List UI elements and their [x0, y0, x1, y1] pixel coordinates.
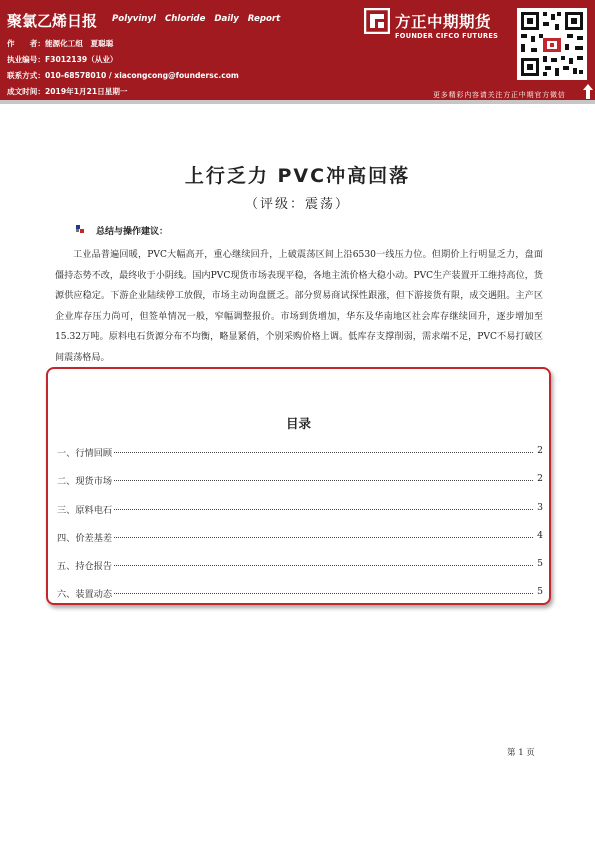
- author-row: [7, 38, 113, 49]
- toc-leader-dots: [57, 480, 533, 481]
- toc-item[interactable]: [57, 445, 543, 457]
- toc-item-page: 2: [537, 473, 543, 484]
- date-row: [7, 86, 128, 97]
- report-title-cn: 聚氯乙烯日报: [7, 12, 98, 30]
- toc-item[interactable]: [57, 586, 543, 598]
- toc-item-label: 六、装置动态: [57, 586, 114, 600]
- bullet-icon: [74, 223, 85, 234]
- toc-leader-dots: [57, 593, 533, 594]
- date-label: 成文时间：: [7, 87, 45, 96]
- toc-leader-dots: [57, 452, 533, 453]
- report-header: [0, 0, 595, 102]
- toc-item-page: 5: [537, 558, 543, 569]
- date-value: 2019年1月21日星期一: [44, 87, 128, 96]
- arrow-up-icon: [583, 84, 593, 99]
- page-number: 第 1 页: [507, 748, 535, 758]
- qr-caption: 更多精彩内容请关注方正中期官方微信: [433, 91, 566, 99]
- summary-heading: 总结与操作建议：: [96, 227, 169, 237]
- toc-item[interactable]: [57, 530, 543, 542]
- toc-item-page: 3: [537, 502, 543, 513]
- toc-item[interactable]: [57, 473, 543, 485]
- page-title: 上行乏力 PVC冲高回落: [184, 165, 411, 187]
- author-value: 能源化工组 夏聪聪: [44, 39, 114, 48]
- toc-item-label: 四、价差基差: [57, 530, 114, 544]
- toc-item-page: 5: [537, 586, 543, 597]
- summary-body: 工业品普遍回暖，PVC大幅高开，重心继续回升，上破震荡区间上沿6530一线压力位。但期价上行明显乏力，盘面僵持态势不改，最终收于小阴线。国内PVC现货市场表现平稳，各地主流价格大稳小动。PVC生产装置开工维持高位，货源供应稳定。下游企业陆续停工放假，市场主动询盘匮乏。部分贸易商试探性跟涨，但下游接货有限，成交遇阻。主产区企业库存压力尚可，但签单情况一般，窄幅调整报价。市场到货增加，华东及华南地区社会库存继续回升，逐步增加至15.32万吨。原料电石货源分布不均衡，略显紧俏，个别采购价格上调。低库存支撑削弱，需求端不足，PVC不易打破区间震荡格局。: [55, 250, 543, 363]
- founder-logo-icon: [364, 8, 390, 34]
- logo-text-cn: 方正中期期货: [395, 13, 492, 31]
- contact-row: [7, 70, 239, 81]
- license-row: [7, 54, 118, 65]
- header-divider: [0, 100, 595, 104]
- founder-logo: [364, 8, 514, 48]
- qr-code-icon[interactable]: [517, 8, 587, 80]
- toc-leader-dots: [57, 565, 533, 566]
- toc-item[interactable]: [57, 502, 543, 514]
- toc-item-label: 五、持仓报告: [57, 558, 114, 572]
- report-title-en: Polyvinyl Chloride Daily Report: [112, 14, 281, 24]
- table-of-contents: [46, 367, 551, 605]
- author-label: 作 者：: [7, 39, 45, 48]
- contact-value[interactable]: 010-68578010 / xiacongcong@foundersc.com: [44, 71, 239, 80]
- toc-leader-dots: [57, 537, 533, 538]
- rating-text: （评级：震荡）: [244, 197, 350, 212]
- toc-item-page: 4: [537, 530, 543, 541]
- toc-item[interactable]: [57, 558, 543, 570]
- toc-item-label: 一、行情回顾: [57, 445, 114, 459]
- toc-item-label: 二、现货市场: [57, 473, 114, 487]
- logo-text-en: FOUNDER CIFCO FUTURES: [395, 32, 499, 40]
- license-label: 执业编号：: [7, 55, 45, 64]
- contact-label: 联系方式：: [7, 71, 45, 80]
- toc-item-page: 2: [537, 445, 543, 456]
- license-value: F3012139（从业）: [44, 55, 118, 64]
- toc-leader-dots: [57, 509, 533, 510]
- toc-title: 目录: [285, 416, 311, 431]
- toc-item-label: 三、原料电石: [57, 502, 114, 516]
